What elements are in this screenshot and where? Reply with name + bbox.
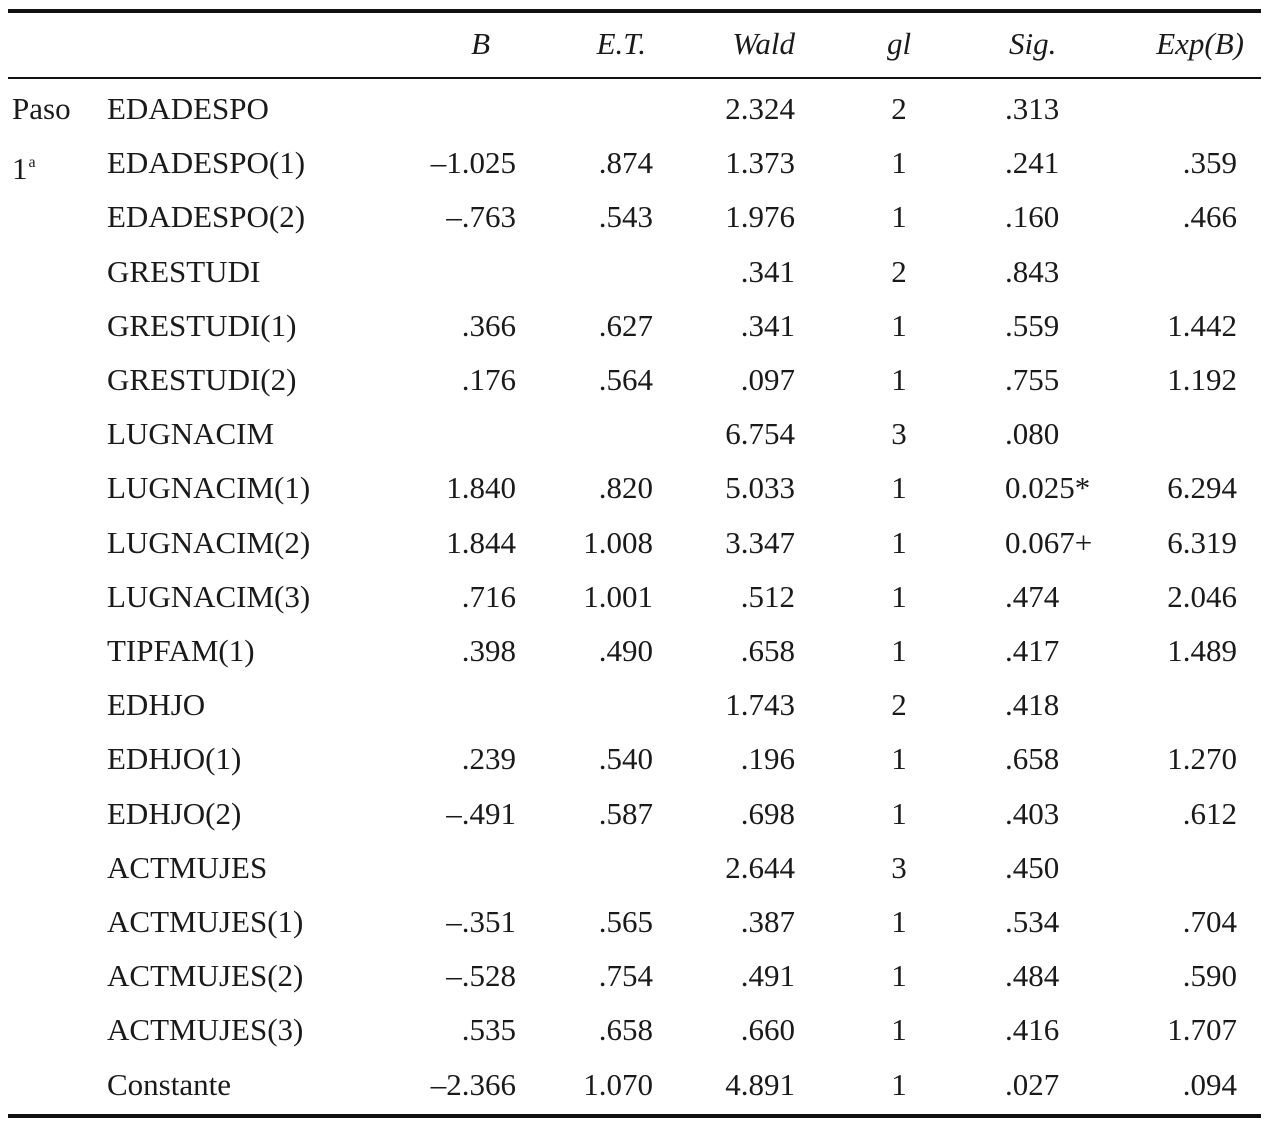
- cell-wald: .512: [740, 578, 795, 614]
- step-number: [12, 136, 36, 196]
- cell-gl: 1: [891, 145, 907, 181]
- cell-b: –1.025: [430, 145, 516, 181]
- cell-gl: 1: [891, 199, 907, 235]
- cell-exp: 1.707: [1167, 1012, 1237, 1048]
- row-variable: EDADESPO(1): [107, 145, 306, 181]
- cell-gl: 1: [891, 470, 907, 506]
- cell-et: .490: [598, 633, 653, 668]
- cell-b: .239: [461, 741, 516, 777]
- cell-et: .658: [598, 1012, 653, 1048]
- cell-exp: .590: [1182, 958, 1237, 994]
- cell-et: .874: [598, 145, 653, 181]
- cell-gl: 1: [891, 307, 907, 343]
- header-wald: Wald: [732, 26, 795, 61]
- cell-sig: .474: [1005, 578, 1060, 614]
- row-variable: LUGNACIM(3): [107, 578, 311, 614]
- cell-wald: 5.033: [725, 470, 795, 506]
- row-variable: EDHJO(2): [107, 795, 242, 831]
- cell-b: 1.844: [446, 524, 516, 560]
- cell-et: 1.070: [583, 1066, 653, 1102]
- cell-sig: 0.025*: [1005, 470, 1091, 506]
- cell-gl: 2: [891, 253, 907, 289]
- cell-sig: .755: [1005, 362, 1060, 397]
- cell-sig: .241: [1005, 145, 1060, 181]
- cell-sig: .160: [1005, 199, 1060, 235]
- cell-sig: .027: [1005, 1066, 1060, 1102]
- table-header-rule: [8, 77, 1261, 79]
- cell-exp: 1.270: [1167, 741, 1237, 777]
- cell-gl: 3: [891, 416, 907, 452]
- cell-exp: .612: [1182, 795, 1237, 831]
- row-variable: EDHJO: [107, 687, 206, 723]
- cell-wald: 3.347: [725, 524, 795, 560]
- cell-gl: 3: [891, 849, 907, 885]
- cell-gl: 1: [891, 524, 907, 560]
- cell-b: .176: [461, 362, 516, 397]
- table-row: [0, 516, 1282, 570]
- cell-exp: 2.046: [1167, 578, 1237, 614]
- cell-b: –.351: [446, 904, 516, 939]
- cell-exp: 1.192: [1167, 362, 1237, 397]
- cell-wald: 4.891: [725, 1066, 795, 1102]
- header-gl: gl: [886, 26, 912, 61]
- step-label: Paso: [12, 91, 71, 126]
- cell-et: .820: [598, 470, 653, 506]
- cell-wald: .660: [740, 1012, 795, 1048]
- cell-et: 1.001: [583, 578, 653, 614]
- table-row: [0, 949, 1282, 1003]
- row-variable: GRESTUDI(2): [107, 362, 297, 397]
- cell-wald: .491: [740, 958, 795, 994]
- row-variable: EDADESPO(2): [107, 199, 306, 235]
- table-row: [0, 624, 1282, 678]
- cell-gl: 2: [891, 91, 907, 126]
- cell-et: .627: [598, 307, 653, 343]
- row-variable: EDADESPO: [107, 91, 269, 126]
- cell-wald: 1.373: [725, 145, 795, 181]
- cell-sig: .080: [1005, 416, 1060, 452]
- row-variable: LUGNACIM(2): [107, 524, 311, 560]
- cell-wald: .698: [740, 795, 795, 831]
- cell-b: .535: [461, 1012, 516, 1048]
- cell-exp: .704: [1182, 904, 1237, 939]
- cell-gl: 1: [891, 362, 907, 397]
- table-row: [0, 190, 1282, 244]
- cell-et: .565: [598, 904, 653, 939]
- header-et: E.T.: [596, 26, 646, 61]
- cell-sig: .403: [1005, 795, 1060, 831]
- cell-sig: 0.067+: [1005, 524, 1093, 560]
- cell-sig: .313: [1005, 91, 1060, 126]
- cell-gl: 1: [891, 1066, 907, 1102]
- table-row: [0, 407, 1282, 461]
- cell-wald: 2.644: [725, 849, 795, 885]
- cell-et: .540: [598, 741, 653, 777]
- cell-b: .366: [461, 307, 516, 343]
- cell-gl: 1: [891, 1012, 907, 1048]
- table-row: [0, 353, 1282, 407]
- cell-b: .398: [461, 633, 516, 668]
- cell-gl: 1: [891, 741, 907, 777]
- cell-exp: 1.442: [1167, 307, 1237, 343]
- cell-et: .754: [598, 958, 653, 994]
- cell-exp: 6.319: [1167, 524, 1237, 560]
- row-variable: TIPFAM(1): [107, 633, 255, 668]
- row-variable: ACTMUJES(2): [107, 958, 304, 994]
- cell-exp: .359: [1182, 145, 1237, 181]
- cell-sig: .416: [1005, 1012, 1060, 1048]
- table-row: [0, 570, 1282, 624]
- row-variable: EDHJO(1): [107, 741, 242, 777]
- cell-wald: 1.976: [725, 199, 795, 235]
- table-row: [0, 136, 1282, 190]
- cell-sig: .418: [1005, 687, 1060, 723]
- cell-b: –.528: [446, 958, 516, 994]
- cell-gl: 1: [891, 958, 907, 994]
- row-variable: ACTMUJES(1): [107, 904, 304, 939]
- table-row: [0, 841, 1282, 895]
- cell-b: .716: [461, 578, 516, 614]
- row-variable: GRESTUDI(1): [107, 307, 297, 343]
- cell-gl: 1: [891, 578, 907, 614]
- table-top-rule: [8, 9, 1261, 13]
- cell-wald: 2.324: [725, 91, 795, 126]
- cell-et: 1.008: [583, 524, 653, 560]
- cell-b: –2.366: [430, 1066, 516, 1102]
- table-row: [0, 678, 1282, 732]
- table-row: [0, 732, 1282, 786]
- cell-wald: 6.754: [725, 416, 795, 452]
- table-bottom-rule: [8, 1114, 1261, 1118]
- cell-b: –.491: [446, 795, 516, 831]
- row-variable: GRESTUDI: [107, 253, 261, 289]
- cell-sig: .658: [1005, 741, 1060, 777]
- cell-b: –.763: [446, 199, 516, 235]
- header-b: B: [471, 26, 490, 61]
- cell-gl: 2: [891, 687, 907, 723]
- table-row: [0, 245, 1282, 299]
- cell-sig: .843: [1005, 253, 1060, 289]
- cell-et: .543: [598, 199, 653, 235]
- row-variable: ACTMUJES(3): [107, 1012, 304, 1048]
- cell-wald: .658: [740, 633, 795, 668]
- cell-gl: 1: [891, 795, 907, 831]
- cell-wald: .387: [740, 904, 795, 939]
- table-row: [0, 461, 1282, 515]
- cell-exp: 1.489: [1167, 633, 1237, 668]
- cell-wald: .341: [740, 253, 795, 289]
- cell-wald: .341: [740, 307, 795, 343]
- cell-sig: .417: [1005, 633, 1060, 668]
- table-row: [0, 1058, 1282, 1112]
- cell-wald: .097: [740, 362, 795, 397]
- cell-et: .587: [598, 795, 653, 831]
- table-row: [0, 895, 1282, 949]
- cell-sig: .484: [1005, 958, 1060, 994]
- cell-exp: 6.294: [1167, 470, 1237, 506]
- cell-exp: .094: [1182, 1066, 1237, 1102]
- cell-b: 1.840: [446, 470, 516, 506]
- table-row: [0, 1003, 1282, 1057]
- cell-et: .564: [598, 362, 653, 397]
- row-variable: Constante: [107, 1066, 231, 1102]
- cell-wald: 1.743: [725, 687, 795, 723]
- cell-exp: .466: [1182, 199, 1237, 235]
- header-exp: Exp(B): [1156, 26, 1244, 61]
- row-variable: LUGNACIM(1): [107, 470, 311, 506]
- step-footnote-marker: a: [28, 154, 36, 172]
- table-header-row: [0, 16, 1282, 72]
- cell-sig: .534: [1005, 904, 1060, 939]
- step-number-value: 1: [12, 151, 28, 187]
- row-variable: LUGNACIM: [107, 416, 275, 452]
- table-row: [0, 82, 1282, 136]
- cell-wald: .196: [740, 741, 795, 777]
- cell-sig: .450: [1005, 849, 1060, 885]
- cell-gl: 1: [891, 904, 907, 939]
- cell-sig: .559: [1005, 307, 1060, 343]
- cell-gl: 1: [891, 633, 907, 668]
- row-variable: ACTMUJES: [107, 849, 268, 885]
- table-row: [0, 299, 1282, 353]
- header-sig: Sig.: [1009, 26, 1057, 61]
- table-row: [0, 787, 1282, 841]
